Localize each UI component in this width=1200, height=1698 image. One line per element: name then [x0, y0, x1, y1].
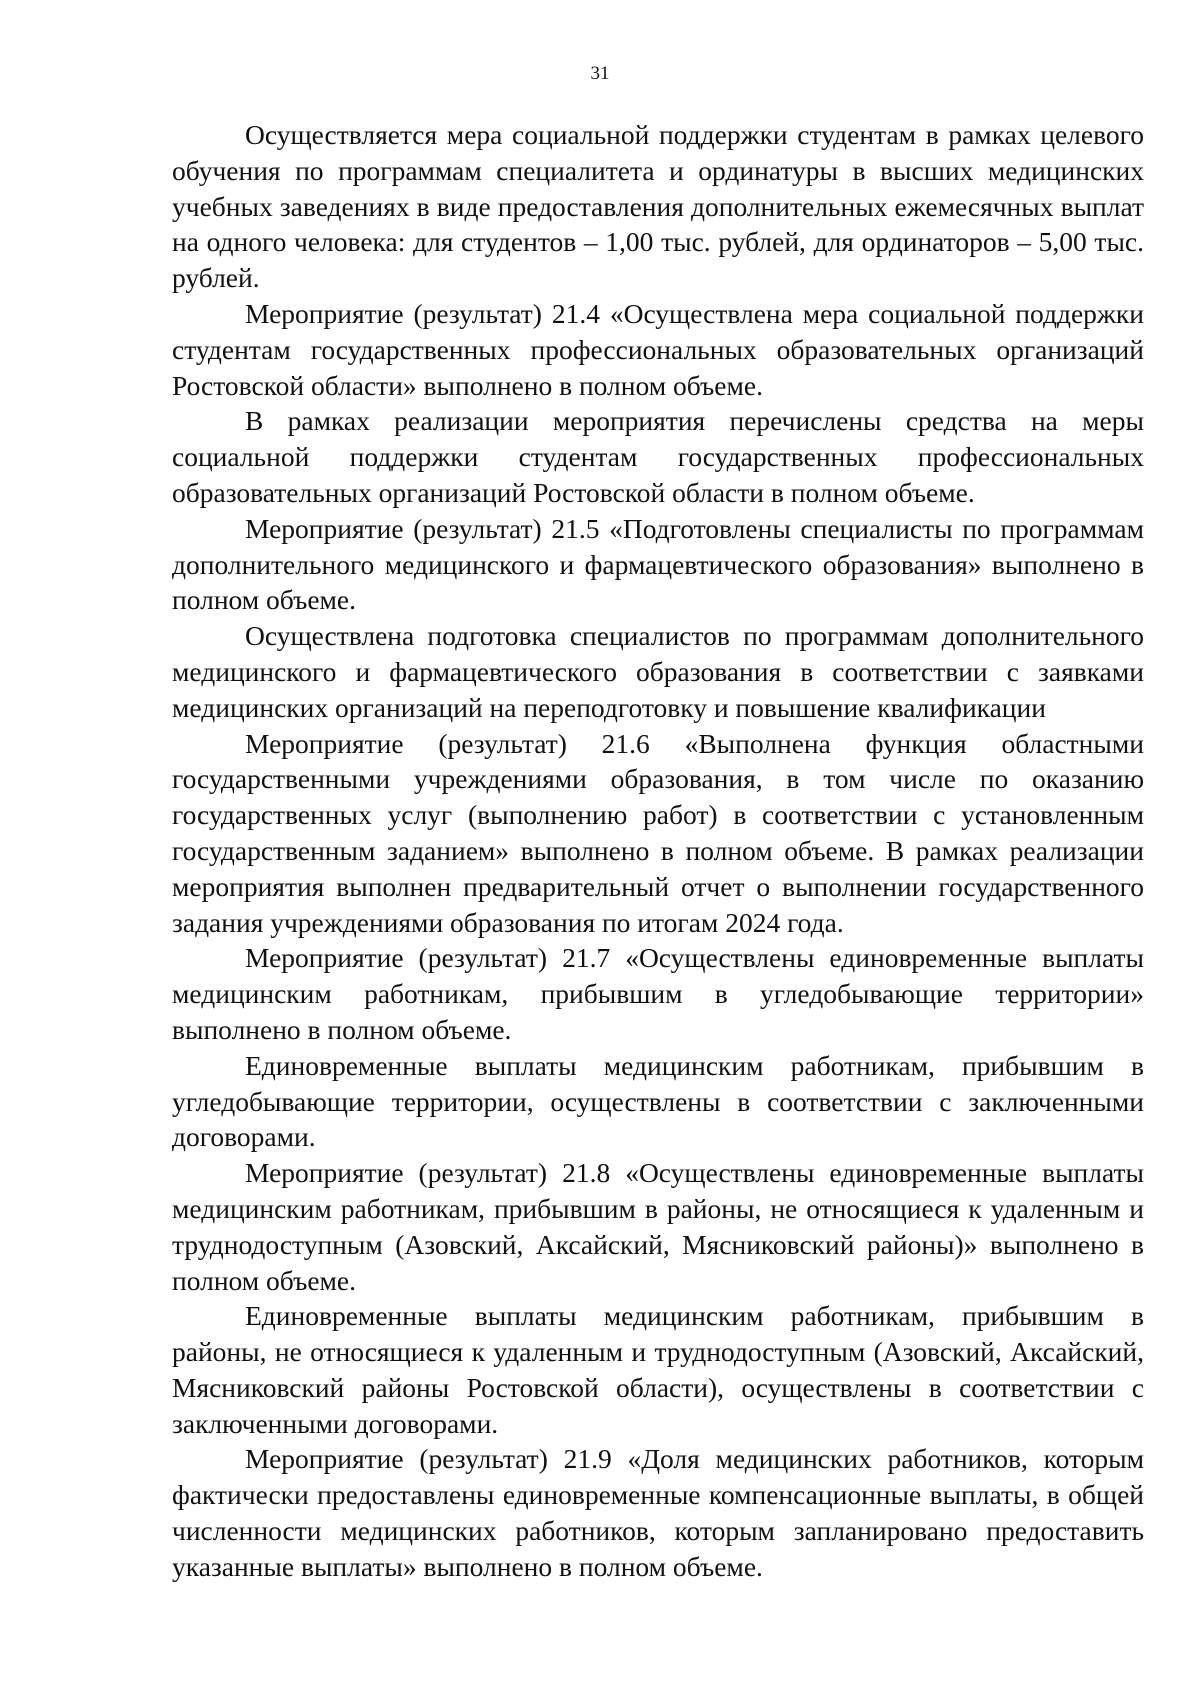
paragraph-measure-21-4: Мероприятие (результат) 21.4 «Осуществлена мера социальной поддержки студентам государственных профессиональных образовательных организаций Ростовской области» выполнено в полном объеме. — [172, 297, 1144, 401]
paragraph-measure-21-8: Мероприятие (результат) 21.8 «Осуществлены единовременные выплаты медицинским работникам, прибывшим в районы, не относящиеся к удаленным и труднодоступным (Азовский, Аксайский, Мясниковский районы)» выполнено в полном объеме. — [172, 1157, 1144, 1296]
paragraph-support-measure-targeted-training: Осуществляется мера социальной поддержки студентам в рамках целевого обучения по программам специалитета и ординатуры в высших медицинских учебных заведениях в виде предоставления дополнительных ежемесячных выплат на одного человека: для студентов – 1,00 тыс. рублей, для ординаторов – 5,00 тыс. рублей. — [172, 119, 1144, 294]
paragraph-measure-21-4-implementation: В рамках реализации мероприятия перечислены средства на меры социальной поддержки студентам государственных профессиональных образовательных организаций Ростовской области в полном объеме. — [172, 405, 1144, 508]
paragraph-measure-21-5-implementation: Осуществлена подготовка специалистов по программам дополнительного медицинского и фармацевтического образования в соответствии с заявками медицинских организаций на переподготовку и повышение квалификации — [172, 620, 1144, 723]
page-number: 31 — [590, 63, 610, 84]
paragraph-measure-21-7-implementation: Единовременные выплаты медицинским работникам, прибывшим в угледобывающие территории, осуществлены в соответствии с заключенными договорами. — [172, 1049, 1144, 1153]
document-body — [172, 117, 1144, 1585]
paragraph-measure-21-9: Мероприятие (результат) 21.9 «Доля медицинских работников, которым фактически предоставлены единовременные компенсационные выплаты, в общей численности медицинских работников, которым запланировано предоставить указанные выплаты» выполнено в полном объеме. — [172, 1443, 1144, 1582]
paragraph-measure-21-7: Мероприятие (результат) 21.7 «Осуществлены единовременные выплаты медицинским работникам, прибывшим в угледобывающие территории» выполнено в полном объеме. — [172, 942, 1144, 1045]
paragraph-measure-21-8-implementation: Единовременные выплаты медицинским работникам, прибывшим в районы, не относящиеся к удаленным и труднодоступным (Азовский, Аксайский, Мясниковский районы Ростовской области), осуществлены в соответствии с заключенными договорами. — [172, 1300, 1144, 1439]
paragraph-measure-21-6: Мероприятие (результат) 21.6 «Выполнена функция областными государственными учреждениями образования, в том числе по оказанию государственных услуг (выполнению работ) в соответствии с установленным государственным заданием» выполнено в полном объеме. В рамках реализации мероприятия выполнен предварительный отчет о выполнении государственного задания учреждениями образования по итогам 2024 года. — [172, 727, 1144, 938]
paragraph-measure-21-5: Мероприятие (результат) 21.5 «Подготовлены специалисты по программам дополнительного медицинского и фармацевтического образования» выполнено в полном объеме. — [172, 512, 1144, 616]
